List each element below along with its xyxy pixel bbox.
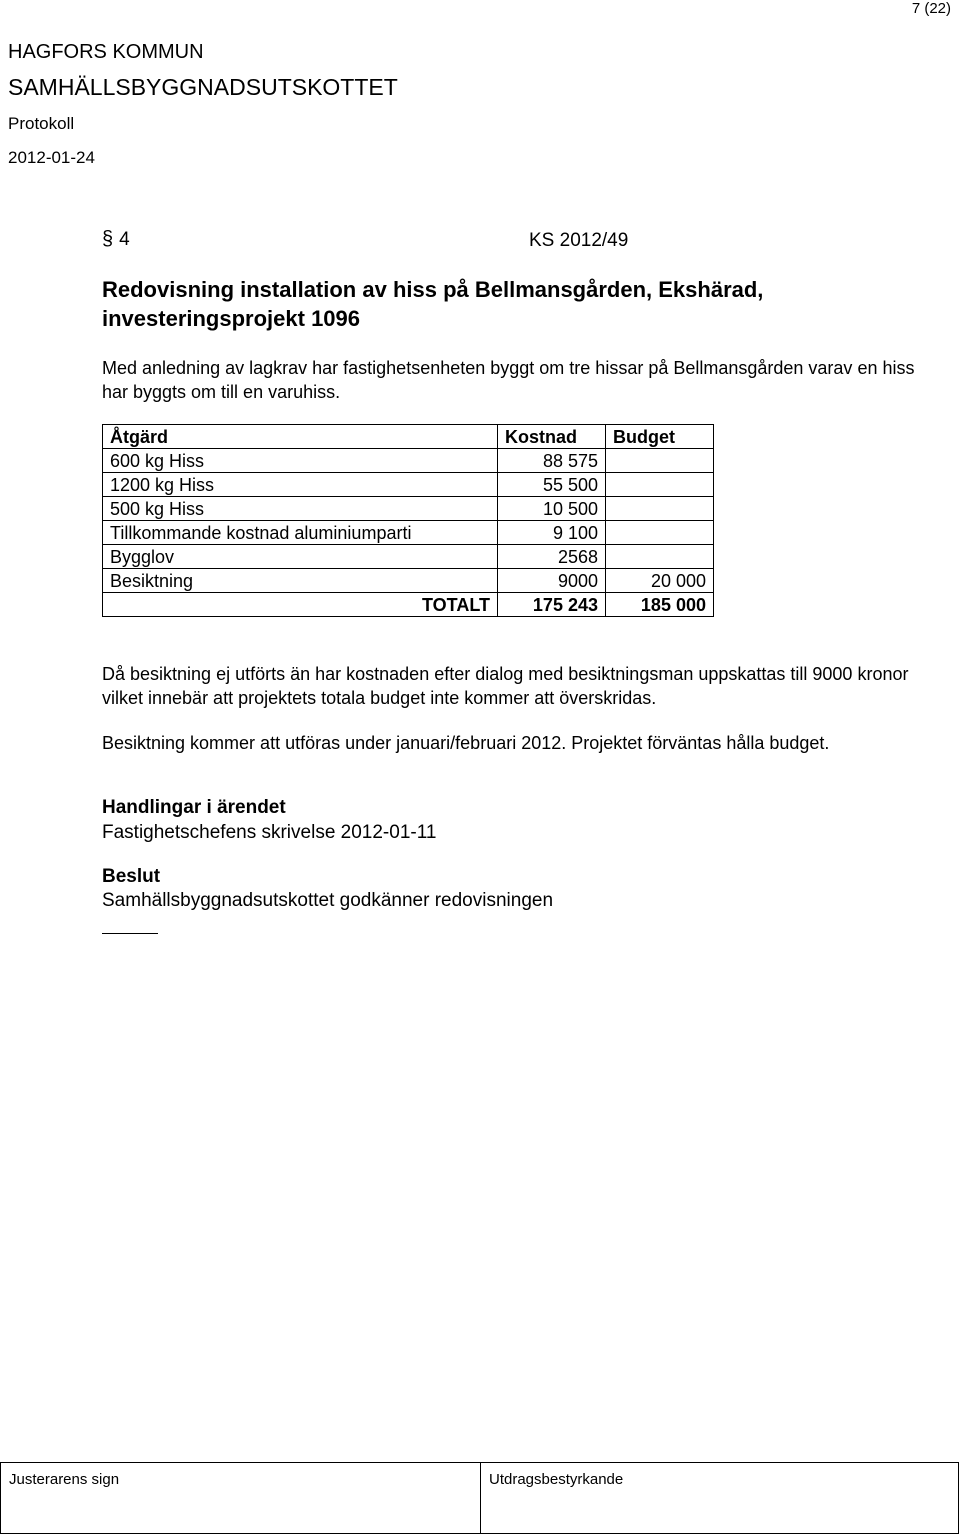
document-date: 2012-01-24: [8, 148, 95, 167]
cell-budget: [606, 449, 714, 473]
cell-action: 500 kg Hiss: [103, 497, 498, 521]
cell-budget: [606, 473, 714, 497]
case-number: KS 2012/49: [529, 230, 629, 251]
paragraph-number: [102, 228, 130, 251]
cell-action: Tillkommande kostnad aluminiumparti: [103, 521, 498, 545]
signature-footer: [0, 1462, 959, 1534]
cell-cost: 55 500: [498, 473, 606, 497]
table-row: [103, 545, 714, 569]
inspection-paragraph: Då besiktning ej utförts än har kostnaden efter dialog med besiktningsman uppskattas till 9000 kronor vilket innebär att projektets totala budget inte kommer att överskridas.: [102, 664, 909, 708]
cell-cost: 88 575: [498, 449, 606, 473]
cell-action: 1200 kg Hiss: [103, 473, 498, 497]
table-row: [103, 473, 714, 497]
header-action: Åtgärd: [103, 425, 498, 449]
cell-cost: 2568: [498, 545, 606, 569]
cell-budget: [606, 545, 714, 569]
adjuster-sign-label: Justerarens sign: [9, 1471, 120, 1488]
cell-cost: 9 100: [498, 521, 606, 545]
table-row: [103, 569, 714, 593]
table-total-row: [103, 593, 714, 617]
total-label: TOTALT: [103, 593, 498, 617]
section-symbol: §: [102, 228, 114, 250]
page-number: 7 (22): [911, 0, 951, 17]
table-header-row: [103, 425, 714, 449]
committee-name: SAMHÄLLSBYGGNADSUTSKOTTET: [8, 74, 398, 100]
end-separator-line: [102, 933, 158, 934]
schedule-paragraph: Besiktning kommer att utföras under januari/februari 2012. Projektet förväntas hålla budget.: [102, 733, 830, 753]
cell-budget: [606, 521, 714, 545]
documents-text: Fastighetschefens skrivelse 2012-01-11: [102, 822, 437, 843]
table-row: [103, 449, 714, 473]
adjuster-sign-box: [1, 1463, 481, 1533]
cell-action: Besiktning: [103, 569, 498, 593]
document-type: Protokoll: [8, 114, 75, 133]
total-budget: 185 000: [606, 593, 714, 617]
total-cost: 175 243: [498, 593, 606, 617]
header-budget: Budget: [606, 425, 714, 449]
paragraph-number-value: 4: [119, 229, 130, 250]
intro-paragraph: Med anledning av lagkrav har fastighetsenheten byggt om tre hissar på Bellmansgården varav en hiss har byggts om till en varuhiss.: [102, 358, 915, 402]
table-row: [103, 497, 714, 521]
decision-heading: Beslut: [102, 866, 161, 887]
item-title: Redovisning installation av hiss på Bellmansgården, Ekshärad, investeringsprojekt 1096: [102, 277, 764, 331]
certification-box: [481, 1463, 958, 1533]
cell-action: 600 kg Hiss: [103, 449, 498, 473]
header-cost: Kostnad: [498, 425, 606, 449]
cost-table: [102, 424, 714, 617]
decision-text: Samhällsbyggnadsutskottet godkänner redovisningen: [102, 890, 554, 911]
certification-label: Utdragsbestyrkande: [489, 1471, 624, 1488]
organization-name: HAGFORS KOMMUN: [8, 41, 204, 63]
cell-cost: 9000: [498, 569, 606, 593]
cell-budget: 20 000: [606, 569, 714, 593]
table-row: [103, 521, 714, 545]
documents-heading: Handlingar i ärendet: [102, 797, 286, 818]
cell-cost: 10 500: [498, 497, 606, 521]
cell-budget: [606, 497, 714, 521]
cell-action: Bygglov: [103, 545, 498, 569]
